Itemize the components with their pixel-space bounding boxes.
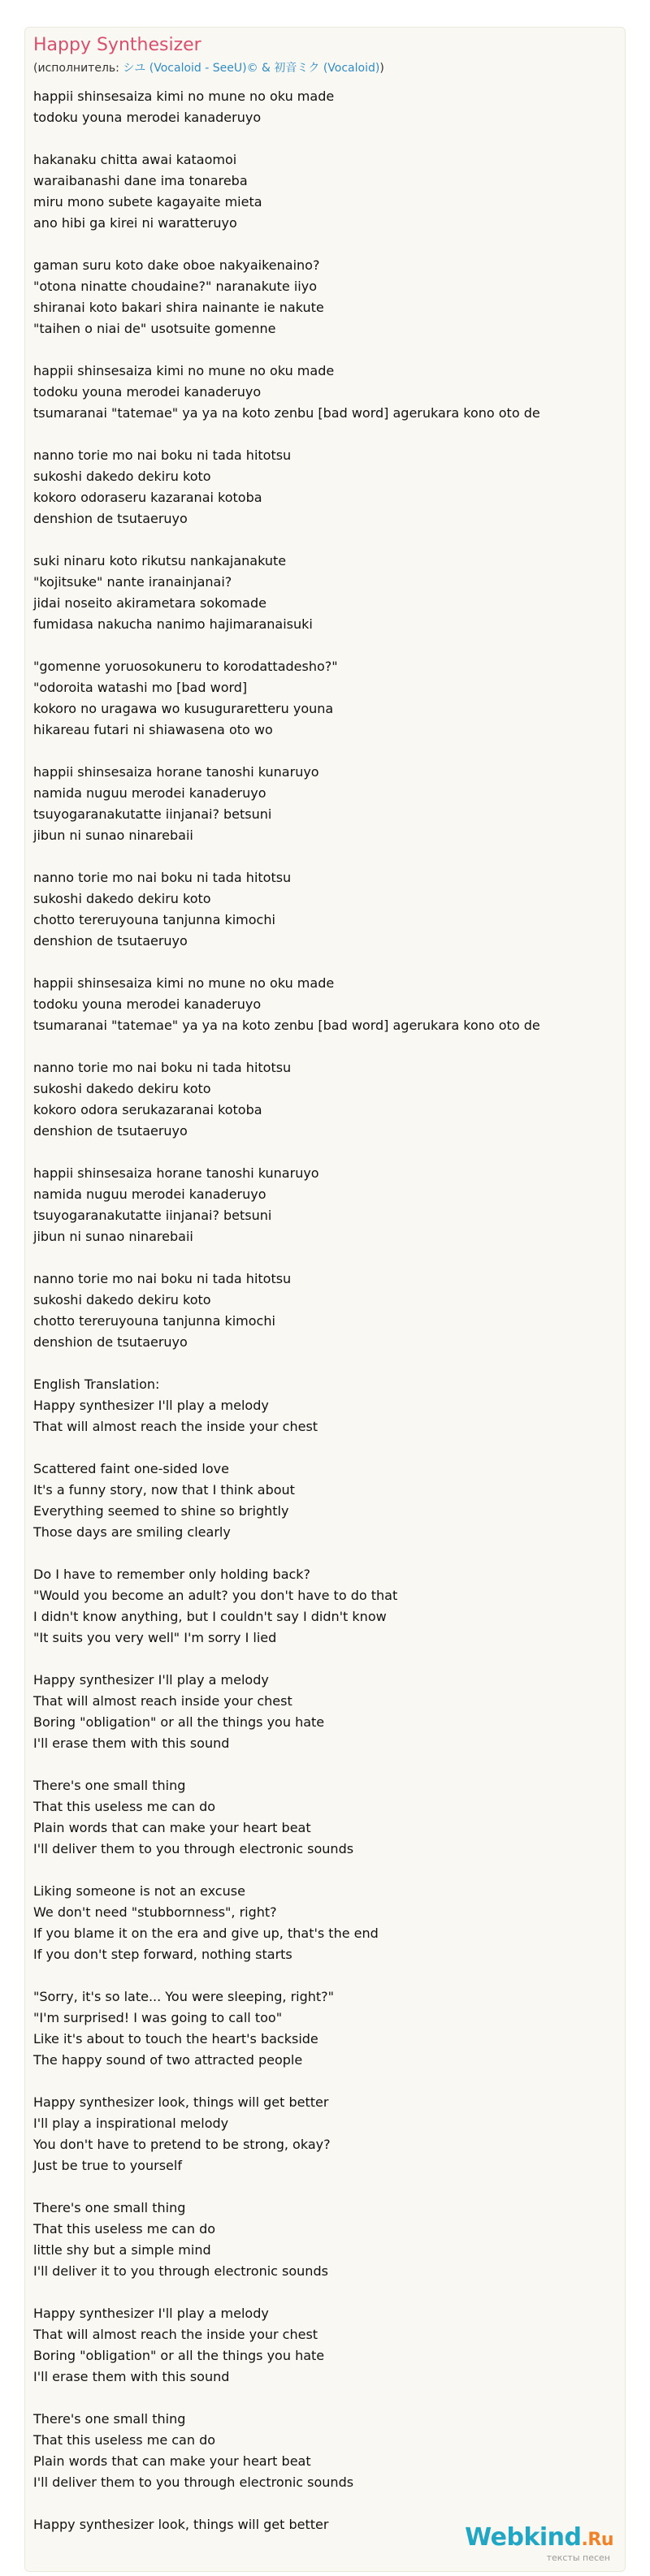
lyrics-stanza	[33, 2092, 618, 2176]
lyric-line: "odoroita watashi mo [bad word]	[33, 680, 248, 695]
lyric-line: Just be true to yourself	[33, 2158, 182, 2173]
song-title: Happy Synthesizer	[33, 35, 202, 55]
logo-main-text: Webkind	[465, 2523, 582, 2552]
lyric-line: "I'm surprised! I was going to call too"	[33, 2010, 283, 2025]
lyrics-stanza	[33, 1775, 618, 1860]
lyric-line: Do I have to remember only holding back?	[33, 1567, 311, 1582]
lyrics-stanza	[33, 1986, 618, 2071]
lyric-line: chotto tereruyouna tanjunna kimochi	[33, 1313, 275, 1329]
lyric-line: There's one small thing	[33, 2411, 186, 2427]
lyric-line: waraibanashi dane ima tonareba	[33, 173, 248, 188]
lyrics-stanza	[33, 445, 618, 529]
lyric-line: That will almost reach the inside your chest	[33, 1419, 318, 1434]
lyric-line: There's one small thing	[33, 1778, 186, 1793]
artist-prefix: (исполнитель:	[33, 62, 119, 75]
lyrics-stanza	[33, 1163, 618, 1247]
lyric-line: "otona ninatte choudaine?" naranakute iiyo	[33, 279, 317, 294]
lyrics-stanza	[33, 973, 618, 1036]
lyric-line: Boring "obligation" or all the things you hate	[33, 1714, 325, 1730]
lyric-line: sukoshi dakedo dekiru koto	[33, 1292, 211, 1307]
lyrics-stanza	[33, 2409, 618, 2493]
lyric-line: kokoro odoraseru kazaranai kotoba	[33, 490, 262, 505]
lyric-line: That will almost reach inside your chest	[33, 1693, 292, 1709]
lyric-line: We don't need "stubbornness", right?	[33, 1904, 277, 1920]
lyric-line: I'll play a inspirational melody	[33, 2116, 229, 2131]
lyric-line: nanno torie mo nai boku ni tada hitotsu	[33, 1060, 292, 1075]
lyric-line: tsuyogaranakutatte iinjanai? betsuni	[33, 1208, 272, 1223]
lyric-line: jibun ni sunao ninarebaii	[33, 1229, 193, 1244]
lyric-line: denshion de tsutaeruyo	[33, 1123, 188, 1139]
lyric-line: Those days are smiling clearly	[33, 1524, 231, 1540]
lyric-line: I'll deliver it to you through electronic sounds	[33, 2263, 328, 2279]
lyric-line: Plain words that can make your heart beat	[33, 2453, 311, 2469]
lyrics-stanza	[33, 1670, 618, 1754]
lyric-line: Happy synthesizer I'll play a melody	[33, 1398, 269, 1413]
lyric-line: ano hibi ga kirei ni waratteruyo	[33, 215, 237, 231]
lyric-line: Happy synthesizer look, things will get better	[33, 2517, 329, 2532]
lyric-line: Happy synthesizer I'll play a melody	[33, 1672, 269, 1688]
lyric-line: happii shinsesaiza kimi no mune no oku made	[33, 975, 335, 991]
lyric-line: Liking someone is not an excuse	[33, 1883, 245, 1899]
lyric-line: The happy sound of two attracted people	[33, 2052, 303, 2068]
lyrics-stanza	[33, 149, 618, 234]
lyric-line: namida nuguu merodei kanaderuyo	[33, 1186, 266, 1202]
lyric-line: namida nuguu merodei kanaderuyo	[33, 785, 266, 801]
lyric-line: You don't have to pretend to be strong, okay?	[33, 2137, 331, 2152]
lyrics-stanza	[33, 1057, 618, 1142]
lyric-line: tsuyogaranakutatte iinjanai? betsuni	[33, 806, 272, 822]
lyrics-stanza	[33, 1269, 618, 1353]
lyrics-stanza	[33, 255, 618, 339]
lyric-line: It's a funny story, now that I think about	[33, 1482, 295, 1498]
lyric-line: suki ninaru koto rikutsu nankajanakute	[33, 553, 287, 568]
lyric-line: English Translation:	[33, 1377, 160, 1392]
lyric-line: sukoshi dakedo dekiru koto	[33, 469, 211, 484]
lyric-line: hakanaku chitta awai kataomoi	[33, 152, 237, 167]
artist-link[interactable]: シユ (Vocaloid - SeeU)© & 初音ミク (Vocaloid)	[123, 62, 380, 75]
lyric-line: happii shinsesaiza kimi no mune no oku made	[33, 363, 335, 378]
lyric-line: todoku youna merodei kanaderuyo	[33, 384, 262, 400]
lyric-line: hikareau futari ni shiawasena oto wo	[33, 722, 273, 737]
lyric-line: todoku youna merodei kanaderuyo	[33, 996, 262, 1012]
lyrics-stanza	[33, 361, 618, 424]
lyric-line: kokoro odora serukazaranai kotoba	[33, 1102, 262, 1117]
lyric-line: I'll erase them with this sound	[33, 2369, 230, 2384]
lyric-line: kokoro no uragawa wo kusuguraretteru youna	[33, 701, 334, 716]
lyric-line: "gomenne yoruosokuneru to korodattadesho?"	[33, 659, 338, 674]
lyric-line: nanno torie mo nai boku ni tada hitotsu	[33, 870, 292, 885]
lyric-line: That will almost reach the inside your chest	[33, 2327, 318, 2342]
lyric-line: Like it's about to touch the heart's backside	[33, 2031, 318, 2047]
lyrics-stanza	[33, 1374, 618, 1437]
lyric-line: Boring "obligation" or all the things you hate	[33, 2348, 325, 2363]
lyric-line: jidai noseito akirametara sokomade	[33, 595, 266, 611]
lyric-line: fumidasa nakucha nanimo hajimaranaisuki	[33, 616, 313, 632]
lyric-line: tsumaranai "tatemae" ya ya na koto zenbu [bad word] agerukara kono oto de	[33, 1018, 540, 1033]
lyric-line: That this useless me can do	[33, 2221, 216, 2237]
lyric-line: "It suits you very well" I'm sorry I lied	[33, 1630, 277, 1645]
lyric-line: "kojitsuke" nante iranainjanai?	[33, 574, 232, 590]
lyric-line: If you blame it on the era and give up, that's the end	[33, 1926, 379, 1941]
lyrics-stanza	[33, 2198, 618, 2282]
lyric-line: "Would you become an adult? you don't have to do that	[33, 1588, 398, 1603]
lyrics-stanza	[33, 1459, 618, 1543]
lyric-line: happii shinsesaiza horane tanoshi kunaruyo	[33, 1165, 319, 1181]
artist-line	[33, 60, 384, 76]
lyric-line: happii shinsesaiza kimi no mune no oku made	[33, 89, 335, 104]
lyric-line: little shy but a simple mind	[33, 2242, 211, 2258]
logo-wordmark[interactable]	[465, 2525, 613, 2553]
lyric-line: denshion de tsutaeruyo	[33, 933, 188, 949]
lyric-line: happii shinsesaiza horane tanoshi kunaruyo	[33, 764, 319, 780]
lyrics-card	[24, 27, 626, 2572]
lyrics-body	[33, 86, 618, 2557]
lyric-line: todoku youna merodei kanaderuyo	[33, 110, 262, 125]
lyric-line: That this useless me can do	[33, 1799, 216, 1814]
lyric-line: "taihen o niai de" usotsuite gomenne	[33, 321, 276, 336]
lyrics-stanza	[33, 1881, 618, 1965]
lyrics-stanza	[33, 1564, 618, 1649]
logo-tagline: тексты песен	[546, 2552, 610, 2563]
lyric-line: nanno torie mo nai boku ni tada hitotsu	[33, 1271, 292, 1286]
lyrics-stanza	[33, 762, 618, 846]
artist-suffix: )	[379, 62, 384, 75]
lyric-line: If you don't step forward, nothing starts	[33, 1947, 292, 1962]
lyric-line: There's one small thing	[33, 2200, 186, 2215]
lyric-line: I didn't know anything, but I couldn't say I didn't know	[33, 1609, 387, 1624]
lyric-line: Plain words that can make your heart beat	[33, 1820, 311, 1835]
lyric-line: denshion de tsutaeruyo	[33, 1334, 188, 1350]
lyric-line: That this useless me can do	[33, 2432, 216, 2448]
lyric-line: Happy synthesizer look, things will get better	[33, 2094, 329, 2110]
lyric-line: nanno torie mo nai boku ni tada hitotsu	[33, 447, 292, 463]
lyric-line: shiranai koto bakari shira nainante ie nakute	[33, 300, 324, 315]
lyrics-stanza	[33, 86, 618, 128]
lyric-line: sukoshi dakedo dekiru koto	[33, 1081, 211, 1096]
lyric-line: denshion de tsutaeruyo	[33, 511, 188, 526]
lyrics-stanza	[33, 551, 618, 635]
lyrics-stanza	[33, 656, 618, 741]
lyric-line: I'll deliver them to you through electronic sounds	[33, 1841, 354, 1856]
lyric-line: chotto tereruyouna tanjunna kimochi	[33, 912, 275, 927]
lyric-line: sukoshi dakedo dekiru koto	[33, 891, 211, 906]
lyric-line: I'll deliver them to you through electronic sounds	[33, 2474, 354, 2490]
site-logo[interactable]	[465, 2525, 613, 2563]
lyric-line: jibun ni sunao ninarebaii	[33, 828, 193, 843]
lyrics-stanza	[33, 2303, 618, 2388]
lyric-line: gaman suru koto dake oboe nakyaikenaino?	[33, 257, 320, 273]
lyrics-stanza	[33, 867, 618, 952]
lyric-line: I'll erase them with this sound	[33, 1735, 230, 1751]
lyric-line: Scattered faint one-sided love	[33, 1461, 229, 1476]
lyric-line: miru mono subete kagayaite mieta	[33, 194, 262, 210]
lyric-line: Everything seemed to shine so brightly	[33, 1503, 289, 1519]
lyric-line: tsumaranai "tatemae" ya ya na koto zenbu [bad word] agerukara kono oto de	[33, 405, 540, 421]
lyric-line: "Sorry, it's so late... You were sleeping, right?"	[33, 1989, 335, 2004]
logo-suffix: .Ru	[581, 2530, 613, 2550]
lyric-line: Happy synthesizer I'll play a melody	[33, 2306, 269, 2321]
